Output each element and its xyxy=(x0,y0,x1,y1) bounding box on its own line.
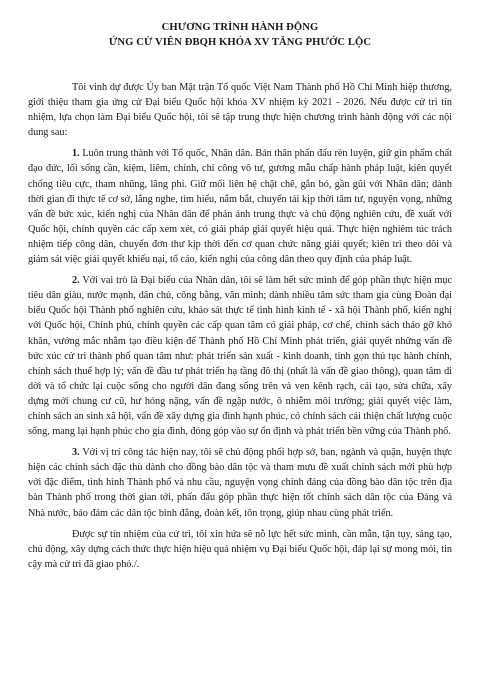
item-text-1: Luôn trung thành với Tổ quốc, Nhân dân. Bản thân phấn đấu rèn luyện, giữ gìn phẩm chất đạo đức, lối sống cần, kiệm, liêm, chính, chí công vô tư, gương mẫu chấp hành pháp luật, kiên quyết chống tiêu cực, tham nhũng, lãng phí. Giữ mối liên hệ chặt chẽ, gắn bó, gần gũi với Nhân dân; dành thời gian đi thực tế cơ sở, lắng nghe, tìm hiểu, nắm bắt, chuyển tải kịp thời tâm tư, nguyện vọng, những vấn đề bức xúc, kiến nghị của Nhân dân để phản ánh trung thực và chủ động nghiên cứu, đề xuất với Quốc hội, chính quyền các cấp xem xét, có giải pháp giải quyết hiệu quả. Thực hiện nghiêm túc trách nhiệm tiếp công dân, chuyển đơn thư kịp thời đến cơ quan chức năng giải quyết; kiên trì theo dõi và giám sát việc giải quyết khiếu nại, tố cáo, kiến nghị của công dân theo quy định của pháp luật. xyxy=(28,148,453,266)
item-paragraph-2 xyxy=(28,273,452,439)
item-number-2: 2. xyxy=(72,275,80,287)
document-body xyxy=(28,80,452,572)
item-paragraph-3 xyxy=(28,445,452,520)
closing-paragraph: Được sự tín nhiệm của cử tri, tôi xin hứa sẽ nỗ lực hết sức mình, cần mẫn, tận tụy, sáng tạo, chủ động, xây dựng cách thức thực hiện hiệu quả nhiệm vụ Đại biểu Quốc hội, đáp lại sự mong mỏi, tin cậy mà cử tri đã giao phó./. xyxy=(28,528,452,570)
document-title-line-1: CHƯƠNG TRÌNH HÀNH ĐỘNG xyxy=(161,22,319,33)
intro-paragraph: Tôi vinh dự được Ủy ban Mặt trận Tổ quốc Việt Nam Thành phố Hồ Chí Minh hiệp thương, giới thiệu tham gia ứng cử Đại biểu Quốc hội khóa XV nhiệm kỳ 2021 - 2026. Nếu được cử tri tín nhiệm, lựa chọn làm Đại biểu Quốc hội, tôi sẽ tập trung thực hiện chương trình hành động với các nội dung sau: xyxy=(28,82,452,139)
item-number-1: 1. xyxy=(72,148,80,160)
item-text-3: Với vị trí công tác hiện nay, tôi sẽ chủ động phối hợp sở, ban, ngành và quận, huyện thực hiện các chính sách đặc thù dành cho đồng bào dân tộc và tham mưu đề xuất chính sách mới phù hợp với đặc điểm, tình hình Thành phố và nhu cầu, nguyện vọng chính đáng của đồng bào dân tộc trên địa bàn Thành phố trong thời gian tới, phấn đấu góp phần thực hiện tốt chính sách dân tộc của Đảng và Nhà nước, bảo đảm các dân tộc bình đẳng, đoàn kết, tôn trọng, giúp nhau cùng phát triển. xyxy=(28,447,452,519)
item-number-3: 3. xyxy=(72,447,80,459)
document-title-line-2: ỨNG CỬ VIÊN ĐBQH KHÓA XV TĂNG PHƯỚC LỘC xyxy=(108,37,372,48)
item-paragraph-1 xyxy=(28,146,452,267)
item-text-2: Với vai trò là Đại biểu của Nhân dân, tôi sẽ làm hết sức mình để góp phần thực hiện mục tiêu dân giàu, nước mạnh, dân chủ, công bằng, văn minh; dành nhiều tâm sức tham gia cùng Đoàn đại biểu Quốc hội Thành phố nghiên cứu, khảo sát thực tế tình hình kinh tế - xã hội Thành phố, kiến nghị với Quốc hội, Chính phủ, chính quyền các cấp quan tâm có giải pháp, cơ chế, chính sách tháo gỡ khó khăn, vướng mắc nhằm tạo điều kiện để Thành phố Hồ Chí Minh phát triển, giải quyết những vấn đề bức xúc cử tri thành phố quan tâm như: phát triển sản xuất - kinh doanh, tinh gọn thủ tục hành chính, chính sách thuế hợp lý; vấn đề đầu tư phát triển hạ tầng đô thị (nhất là vấn đề giao thông), quan tâm di dời và tổ chức lại cuộc sống cho người dân đang sống trên và ven kênh rạch, cải tạo, sửa chữa, xây dựng mới chung cư cũ, hư hỏng nặng, vấn đề ngập nước, ô nhiễm môi trường; giải quyết việc làm, chính sách an sinh xã hội, vấn đề xây dựng gia đình hạnh phúc, có chính sách cải thiện chất lượng cuộc sống, mang lại hạnh phúc cho gia đình, đóng góp vào sự ổn định và phát triển bền vững của Thành phố. xyxy=(28,275,452,438)
